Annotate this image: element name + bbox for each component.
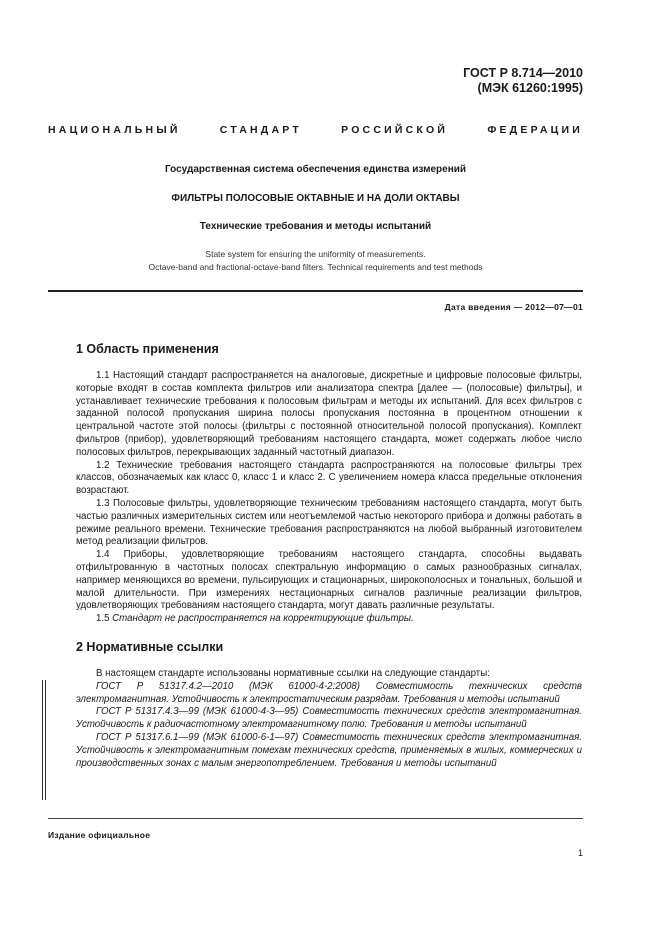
footer-divider <box>48 818 583 819</box>
title-divider <box>48 290 583 292</box>
section-2-body <box>76 668 582 770</box>
official-edition: Издание официальное <box>48 830 151 840</box>
subtitle: Технические требования и методы испытаний <box>199 221 432 232</box>
introduction-date: Дата введения — 2012—07—01 <box>444 302 583 312</box>
change-bar <box>42 680 43 800</box>
standard-designation <box>463 66 583 96</box>
change-bar-inner <box>45 680 46 800</box>
paragraph-1-1: 1.1 Настоящий стандарт распространяется на аналоговые, дискретные и цифровые полосовые фильтры, которые входят в состав комплекта фильтров или анализатора спектра [далее — (полосовые) фильтры], и устанавливает технические требования к полосовым фильтрам и методы их испытаний. Для всех фильтров с заданной полосой пропускания ширина полосы пропускания постоянна в процентном отношении к центральной частоте этой полосы (фильтры с постоянной относительной полосой пропускания). Комплект фильтров (прибор), удовлетворяющий требованиям настоящего стандарта, может содержать любое число полосовых фильтров, перекрывающих заданный частотный диапазон. <box>76 370 582 458</box>
paragraph-1-5 <box>76 613 582 626</box>
paragraph-1-4: 1.4 Приборы, удовлетворяющие требованиям настоящего стандарта, способны выдавать отфильтрованную в частотных полосах спектральную информацию о самых разнообразных сигналах, например меняющихся во времени, пульсирующих и стационарных, широкополосных и тональных, большой и малой длительности. При измерениях нестационарных сигналов различные реализации фильтров, удовлетворяющих требованиям настоящего стандарта, могут давать различные результаты. <box>76 549 582 612</box>
main-title: ФИЛЬТРЫ ПОЛОСОВЫЕ ОКТАВНЫЕ И НА ДОЛИ ОКТАВЫ <box>171 193 460 204</box>
standard-number: ГОСТ Р 8.714—2010 <box>463 66 583 80</box>
english-title-line-1: State system for ensuring the uniformity of measurements. <box>205 249 426 259</box>
reference-1: ГОСТ Р 51317.4.2—2010 (МЭК 61000-4-2:2008) Совместимость технических средств электромагнитная. Устойчивость к электростатическим разрядам. Требования и методы испытаний <box>76 680 582 705</box>
section-2-heading: 2 Нормативные ссылки <box>76 640 224 654</box>
iec-number: (МЭК 61260:1995) <box>477 81 583 95</box>
reference-3: ГОСТ Р 51317.6.1—99 (МЭК 61000-6-1—97) Совместимость технических средств электромагнитная. Устойчивость к электромагнитным помехам технических средств, применяемых в жилых, коммерческих и производственных зонах с малым энергопотреблением. Требования и методы испытаний <box>76 731 582 769</box>
system-title: Государственная система обеспечения единства измерений <box>164 164 467 175</box>
page-number: 1 <box>577 848 583 858</box>
references-intro: В настоящем стандарте использованы нормативные ссылки на следующие стандарты: <box>96 668 490 679</box>
national-standard-banner: НАЦИОНАЛЬНЫЙ СТАНДАРТ РОССИЙСКОЙ ФЕДЕРАЦИИ <box>48 124 583 136</box>
paragraph-1-5-text: Стандарт не распространяется на корректирующие фильтры. <box>112 613 414 625</box>
section-1-body <box>76 370 582 626</box>
english-title <box>48 248 583 274</box>
paragraph-1-3: 1.3 Полосовые фильтры, удовлетворяющие техническим требованиям настоящего стандарта, могут быть частью различных измерительных систем или неотъемлемой частью некоторого прибора и должны работать в режиме реального времени. Технические требования распространяются на любой выбранный изготовителем метод реализации фильтров. <box>76 497 582 548</box>
reference-2: ГОСТ Р 51317.4.3—99 (МЭК 61000-4-3—95) Совместимость технических средств электромагнитная. Устойчивость к радиочастотному электромагнитному полю. Требования и методы испытаний <box>76 706 582 731</box>
section-1-heading: 1 Область применения <box>76 342 219 356</box>
english-title-line-2: Octave-band and fractional-octave-band filters. Technical requirements and test methods <box>148 262 483 272</box>
paragraph-1-2: 1.2 Технические требования настоящего стандарта распространяются на полосовые фильтры трех классов, обозначаемых как класс 0, класс 1 и класс 2. С увеличением номера класса предельные отклонения возрастают. <box>76 459 582 497</box>
paragraph-1-5-number: 1.5 <box>96 613 113 625</box>
